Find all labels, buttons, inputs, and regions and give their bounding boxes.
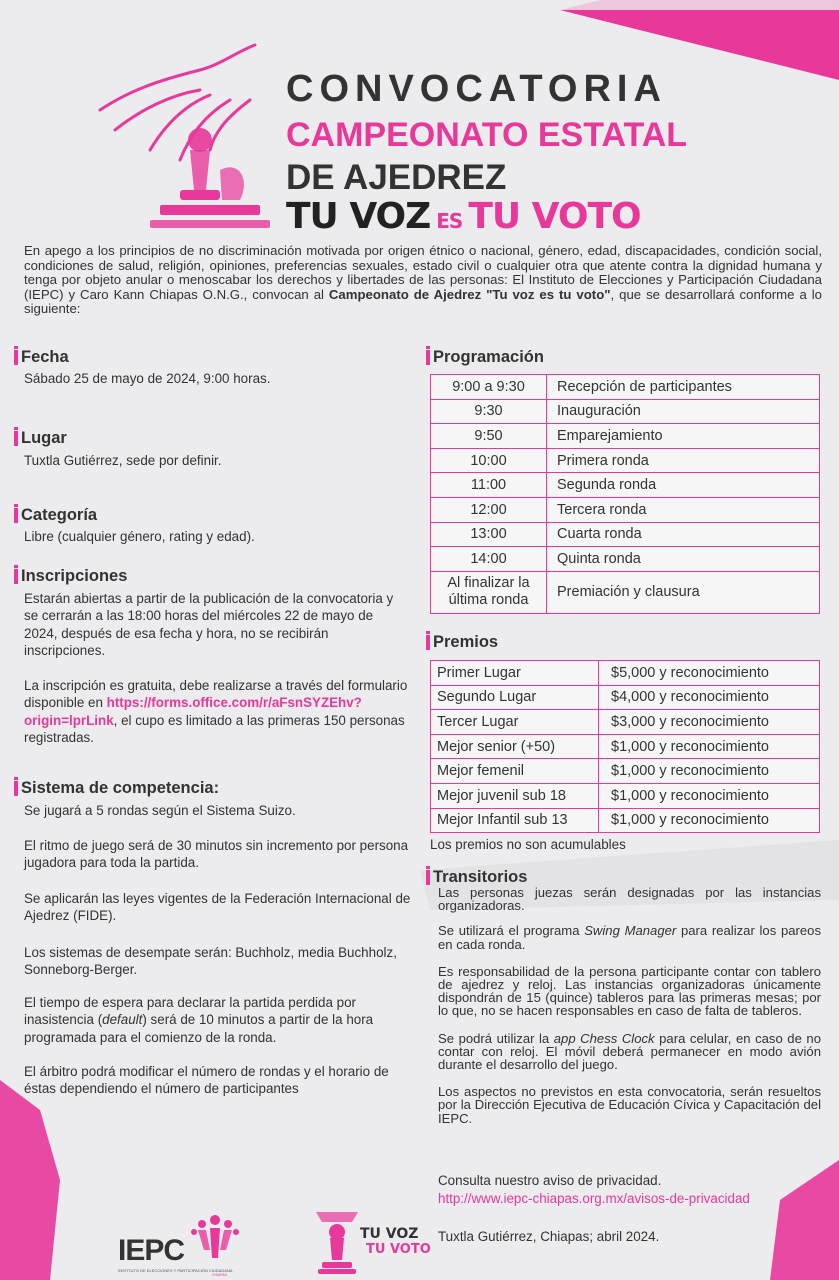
prize-amount: $1,000 y reconocimiento <box>599 734 820 759</box>
section-marker-icon <box>426 350 430 365</box>
programacion-title: Programación <box>433 348 544 366</box>
schedule-row <box>431 399 820 424</box>
section-marker-icon <box>14 781 18 796</box>
schedule-event: Inauguración <box>547 399 820 424</box>
transitorios-title: Transitorios <box>433 868 528 886</box>
iepc-people-icon <box>184 1212 246 1262</box>
prize-place: Primer Lugar <box>431 661 599 686</box>
title-de-ajedrez: DE AJEDREZ <box>286 158 507 197</box>
sistema-p5b: ) será de 10 minutos a partir de la hora programada para el comienzo de la ronda. <box>24 1012 374 1045</box>
schedule-time: 12:00 <box>431 497 547 522</box>
transitorios-p2-em: Swing Manager <box>584 923 677 939</box>
title-campeonato: CAMPEONATO ESTATAL <box>286 116 688 154</box>
sistema-p5-em: default <box>102 1012 143 1028</box>
privacy-text: Consulta nuestro aviso de privacidad. <box>438 1173 662 1188</box>
schedule-event: Tercera ronda <box>547 497 820 522</box>
section-fecha <box>14 348 69 367</box>
chess-hand-icon <box>312 1208 362 1276</box>
intro-paragraph <box>24 244 822 317</box>
fecha-text: Sábado 25 de mayo de 2024, 9:00 horas. <box>24 371 271 386</box>
section-marker-icon <box>426 870 430 885</box>
section-marker-icon <box>426 635 430 650</box>
schedule-time: 10:00 <box>431 448 547 473</box>
prize-row <box>431 808 820 833</box>
schedule-event: Segunda ronda <box>547 473 820 498</box>
prize-amount: $4,000 y reconocimiento <box>599 685 820 710</box>
transitorios-p5: Los aspectos no previstos en esta convocatoria, serán resueltos por la Dirección Ejecutiva de Educación Cívica y Capacitación del IEPC. <box>438 1084 821 1126</box>
premios-note: Los premios no son acumulables <box>430 837 626 852</box>
tu-voz-tu-voto-logo <box>312 1208 438 1278</box>
intro-text: En apego a los principios de no discriminación motivada por origen étnico o nacional, género, edad, discapacidades, condición social, condiciones de salud, religión, opiniones, preferencias sexuales, estado civil o cualquier otra que atente contra la dignidad humana y tenga por objeto anular o menoscabar los derechos y libertades de las personas: El Instituto de Elecciones y Participación Ciudadana (IEPC) y Caro Kann Chiapas O.N.G., convocan al <box>24 243 822 302</box>
prize-amount: $3,000 y reconocimiento <box>599 710 820 735</box>
transitorios-p4a: Se podrá utilizar la <box>438 1030 554 1046</box>
section-sistema <box>14 779 219 798</box>
schedule-event: Recepción de participantes <box>547 375 820 400</box>
section-inscripciones <box>14 567 127 586</box>
hand-chess-logo-icon <box>90 40 280 240</box>
transitorios-p3: Es responsabilidad de la persona participante contar con tablero de ajedrez y reloj. Las instancias organizadoras únicamente dispondrán de 15 (quince) tableros para las primeras mesas; por lo que, no se hacen responsables en caso de falta de tableros. <box>438 963 821 1019</box>
schedule-time: 9:30 <box>431 399 547 424</box>
sistema-p3: Se aplicarán las leyes vigentes de la Federación Internacional de Ajedrez (FIDE). <box>24 891 411 924</box>
lugar-text: Tuxtla Gutiérrez, sede por definir. <box>24 453 222 468</box>
prizes-table <box>430 660 820 833</box>
tagline-es: ES <box>436 209 463 233</box>
title-convocatoria: CONVOCATORIA <box>286 68 667 110</box>
transitorios-p4-em: app Chess Clock <box>553 1030 655 1046</box>
schedule-time: 11:00 <box>431 473 547 498</box>
fecha-title: Fecha <box>21 348 69 366</box>
schedule-event: Cuarta ronda <box>547 522 820 547</box>
schedule-row <box>431 424 820 449</box>
intro-tail: , que se desarrollará conforme a lo siguiente: <box>24 286 822 317</box>
premios-title: Premios <box>433 633 499 651</box>
schedule-event: Quinta ronda <box>547 547 820 572</box>
inscripciones-p2 <box>24 677 410 747</box>
schedule-time: Al finalizar la última ronda <box>431 571 547 613</box>
tagline-tu-voto: TU VOTO <box>468 196 641 237</box>
sistema-p5 <box>24 994 418 1046</box>
schedule-row <box>431 547 820 572</box>
schedule-row <box>431 522 820 547</box>
schedule-event: Emparejamiento <box>547 424 820 449</box>
sistema-p4: Los sistemas de desempate serán: Buchholz, media Buchholz, Sonneborg-Berger. <box>24 945 397 978</box>
lugar-title: Lugar <box>21 429 67 447</box>
schedule-row <box>431 497 820 522</box>
categoria-text: Libre (cualquier género, rating y edad). <box>24 529 255 544</box>
prize-row <box>431 661 820 686</box>
sistema-title: Sistema de competencia: <box>21 779 220 797</box>
transitorios-p2 <box>438 924 821 950</box>
schedule-event: Primera ronda <box>547 448 820 473</box>
prize-amount: $1,000 y reconocimiento <box>599 783 820 808</box>
iepc-logo-subtitle: INSTITUTO DE ELECCIONES Y PARTICIPACIÓN CIUDADANA <box>118 1268 233 1273</box>
schedule-table <box>430 374 820 614</box>
prize-amount: $1,000 y reconocimiento <box>599 759 820 784</box>
schedule-time: 9:50 <box>431 424 547 449</box>
section-programacion <box>426 348 544 367</box>
form-link[interactable]: https://forms.office.com/r/aFsnSYZEhv?origin=lprLink <box>24 695 362 728</box>
schedule-row <box>431 473 820 498</box>
prize-amount: $1,000 y reconocimiento <box>599 808 820 833</box>
tvtv-line1: TU VOZ <box>360 1226 419 1242</box>
transitorios-p1: Las personas juezas serán designadas por las instancias organizadoras. <box>438 885 821 914</box>
section-categoria <box>14 506 97 525</box>
prize-place: Tercer Lugar <box>431 710 599 735</box>
prize-row <box>431 783 820 808</box>
tagline-tu-voz: TU VOZ <box>286 196 431 237</box>
sistema-p2: El ritmo de juego será de 30 minutos sin incremento por persona jugadora para toda la partida. <box>24 838 409 871</box>
inscripciones-p1: Estarán abiertas a partir de la publicación de la convocatoria y se cerrarán a las 18:00 horas del miércoles 22 de mayo de 2024, después de esa fecha y hora, no se recibirán inscripciones. <box>24 591 394 659</box>
inscripciones-title: Inscripciones <box>21 567 128 585</box>
tagline <box>286 196 641 237</box>
sistema-p1: Se jugará a 5 rondas según el Sistema Suizo. <box>24 803 296 818</box>
iepc-logo-text: IEPC <box>118 1234 185 1267</box>
prize-amount: $5,000 y reconocimiento <box>599 661 820 686</box>
sistema-p5a: El tiempo de espera para declarar la partida perdida por inasistencia ( <box>24 995 356 1028</box>
prize-place: Mejor Infantil sub 13 <box>431 808 599 833</box>
prize-row <box>431 685 820 710</box>
schedule-time: 13:00 <box>431 522 547 547</box>
place-date: Tuxtla Gutiérrez, Chiapas; abril 2024. <box>438 1229 660 1244</box>
section-marker-icon <box>14 350 18 365</box>
sistema-p6: El árbitro podrá modificar el número de rondas y el horario de éstas dependiendo el número de participantes <box>24 1064 389 1097</box>
transitorios-p4b: para celular, en caso de no contar con reloj. El móvil deberá permanecer en modo avión durante el desarrollo del juego. <box>438 1030 821 1073</box>
schedule-time: 14:00 <box>431 547 547 572</box>
inscripciones-p2a: La inscripción es gratuita, debe realizarse a través del formulario disponible en <box>24 678 408 711</box>
section-marker-icon <box>14 508 18 523</box>
transitorios-p2b: para realizar los pareos en cada ronda. <box>438 923 822 952</box>
categoria-title: Categoría <box>21 506 98 524</box>
privacy-link[interactable]: http://www.iepc-chiapas.org.mx/avisos-de-privacidad <box>438 1191 750 1206</box>
schedule-row <box>431 571 820 613</box>
transitorios-p4 <box>438 1032 821 1072</box>
prize-place: Segundo Lugar <box>431 685 599 710</box>
intro-bold: Campeonato de Ajedrez "Tu voz es tu voto" <box>328 286 611 302</box>
prize-row <box>431 710 820 735</box>
prize-row <box>431 759 820 784</box>
prize-place: Mejor senior (+50) <box>431 734 599 759</box>
transitorios-body <box>438 886 821 1139</box>
section-lugar <box>14 429 67 448</box>
prize-place: Mejor femenil <box>431 759 599 784</box>
iepc-logo <box>118 1210 248 1276</box>
section-premios <box>426 633 498 652</box>
schedule-event: Premiación y clausura <box>547 571 820 613</box>
transitorios-p2a: Se utilizará el programa <box>438 923 585 939</box>
schedule-row <box>431 448 820 473</box>
tvtv-line2: TU VOTO <box>366 1242 431 1257</box>
section-marker-icon <box>14 431 18 446</box>
prize-row <box>431 734 820 759</box>
prize-place: Mejor juvenil sub 18 <box>431 783 599 808</box>
iepc-logo-state: CHIAPAS <box>212 1273 228 1277</box>
schedule-time: 9:00 a 9:30 <box>431 375 547 400</box>
inscripciones-p2b: , el cupo es limitado a las primeras 150 personas registradas. <box>24 712 405 746</box>
schedule-row <box>431 375 820 400</box>
privacy-link-wrap <box>438 1190 793 1207</box>
section-marker-icon <box>14 569 18 584</box>
